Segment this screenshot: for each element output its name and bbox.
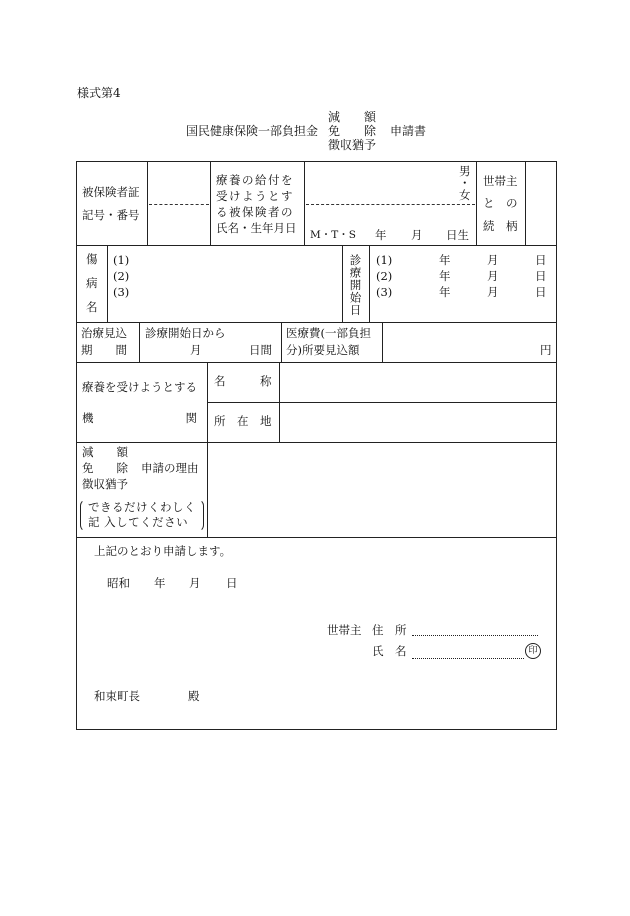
title-option-reduction: 減 額 [328, 110, 377, 124]
table-border-bottom [76, 729, 557, 730]
row-divider-5 [76, 537, 557, 538]
householder-label: 世帯主 [327, 623, 362, 637]
title-prefix: 国民健康保険一部負担金 [186, 124, 319, 138]
r3-col-2 [281, 322, 282, 362]
recipient-label-line-2: 受けようとす [216, 189, 294, 203]
start-date-index: (3) [376, 285, 393, 299]
reason-option-reduction: 減 額 [82, 445, 128, 459]
row-divider-2 [76, 322, 557, 323]
disease-item-1[interactable]: (1) [113, 253, 130, 267]
start-date-year: 年 [439, 285, 451, 299]
addressee: 和束町長 [94, 689, 140, 703]
institution-name-label: 名 称 [214, 374, 272, 388]
applicant-address-label: 住 所 [372, 623, 407, 637]
disease-item-3[interactable]: (3) [113, 285, 130, 299]
disease-item-2[interactable]: (2) [113, 269, 130, 283]
birth-day-unit: 日生 [446, 228, 469, 242]
r1-col-1 [147, 161, 148, 245]
form-number: 様式第4 [77, 86, 121, 100]
outlook-days-unit[interactable]: 日間 [249, 343, 272, 357]
cost-label-2: 分)所要見込額 [286, 343, 360, 357]
outlook-month-unit[interactable]: 月 [190, 343, 202, 357]
reason-option-exemption: 免 除 [82, 461, 128, 475]
recipient-name-dashline [306, 204, 475, 205]
recipient-name-field[interactable] [306, 163, 456, 203]
row-divider-4a [207, 402, 557, 403]
recipient-label-line-4: 氏名・生年月日 [216, 221, 297, 235]
start-date-day: 日 [535, 285, 547, 299]
applicant-name-label: 氏 名 [372, 644, 407, 658]
birth-year-unit: 年 [375, 228, 387, 242]
reason-field[interactable] [209, 444, 555, 536]
date-era: 昭和 [107, 576, 130, 590]
institution-label-2: 機 関 [82, 411, 197, 425]
birth-month-unit: 月 [411, 228, 423, 242]
recipient-label-line-3: る被保険者の [216, 205, 294, 219]
disease-label-3: 名 [86, 300, 98, 314]
r5-col-1 [207, 442, 208, 537]
applicant-name-line[interactable] [412, 658, 524, 659]
title-option-deferral: 徴収猶予 [328, 138, 377, 152]
relation-label-line-2: と の [483, 196, 518, 210]
treatment-start-label: 診療開始日 [348, 254, 363, 317]
disease-label-2: 病 [86, 276, 98, 290]
institution-label-1: 療養を受けようとする [82, 380, 197, 394]
cost-yen-unit[interactable]: 円 [540, 343, 552, 357]
applicant-address-line[interactable] [412, 635, 538, 636]
r4-col-2 [279, 362, 280, 442]
start-date-day: 日 [535, 253, 547, 267]
relation-label-line-1: 世帯主 [483, 174, 518, 188]
r1-col-4 [476, 161, 477, 245]
sex-male[interactable]: 男 [459, 164, 471, 178]
start-date-index: (2) [376, 269, 393, 283]
row-divider-4 [76, 442, 557, 443]
start-date-month: 月 [487, 253, 499, 267]
insured-number-field[interactable] [149, 163, 209, 244]
title-suffix: 申請書 [390, 124, 427, 138]
reason-option-deferral: 徴収猶予 [82, 477, 128, 491]
start-date-month: 月 [487, 269, 499, 283]
row-divider-3 [76, 362, 557, 363]
reason-note-2: 記 入してください [88, 515, 189, 529]
r3-col-3 [382, 322, 383, 362]
disease-label-1: 傷 [86, 252, 98, 266]
start-date-year: 年 [439, 253, 451, 267]
outlook-label-2: 期 間 [81, 343, 127, 357]
seal-mark: 印 [525, 643, 541, 659]
start-date-month: 月 [487, 285, 499, 299]
sex-female[interactable]: 女 [459, 188, 471, 202]
institution-address-field[interactable] [281, 404, 555, 441]
reason-label: 申請の理由 [141, 461, 199, 475]
institution-address-label: 所 在 地 [214, 414, 272, 428]
r3-col-1 [139, 322, 140, 362]
row-divider-1 [76, 245, 557, 246]
table-border-top [76, 161, 557, 162]
outlook-label-1: 治療見込 [81, 326, 127, 340]
r1-col-2 [210, 161, 211, 245]
start-date-day: 日 [535, 269, 547, 283]
r2-col-1 [107, 245, 108, 322]
r2-col-3 [369, 245, 370, 322]
statement-text: 上記のとおり申請します。 [94, 544, 232, 558]
reason-note-1: できるだけくわしく [88, 500, 196, 514]
r1-col-3 [304, 161, 305, 245]
start-date-year: 年 [439, 269, 451, 283]
relation-field[interactable] [527, 163, 555, 244]
r2-col-2 [342, 245, 343, 322]
insured-card-label: 被保険者証 [82, 185, 140, 199]
table-border-right [556, 161, 557, 730]
outlook-from-label: 診療開始日から [145, 326, 226, 340]
relation-label-line-3: 続 柄 [483, 219, 518, 233]
sex-separator: ・ [459, 176, 471, 190]
date-year-unit[interactable]: 年 [154, 576, 166, 590]
start-date-index: (1) [376, 253, 393, 267]
insured-number-label: 記号・番号 [82, 208, 140, 222]
r1-col-5 [525, 161, 526, 245]
recipient-label-line-1: 療養の給付を [216, 173, 294, 187]
cost-label-1: 医療費(一部負担 [286, 326, 371, 340]
title-option-exemption: 免 除 [328, 124, 377, 138]
r4-col-1 [207, 362, 208, 442]
date-month-unit[interactable]: 月 [189, 576, 201, 590]
honorific: 殿 [188, 689, 200, 703]
birth-era-options[interactable]: M・T・S [310, 229, 356, 241]
table-border-left [76, 161, 77, 730]
date-day-unit[interactable]: 日 [226, 576, 238, 590]
institution-name-field[interactable] [281, 364, 555, 401]
